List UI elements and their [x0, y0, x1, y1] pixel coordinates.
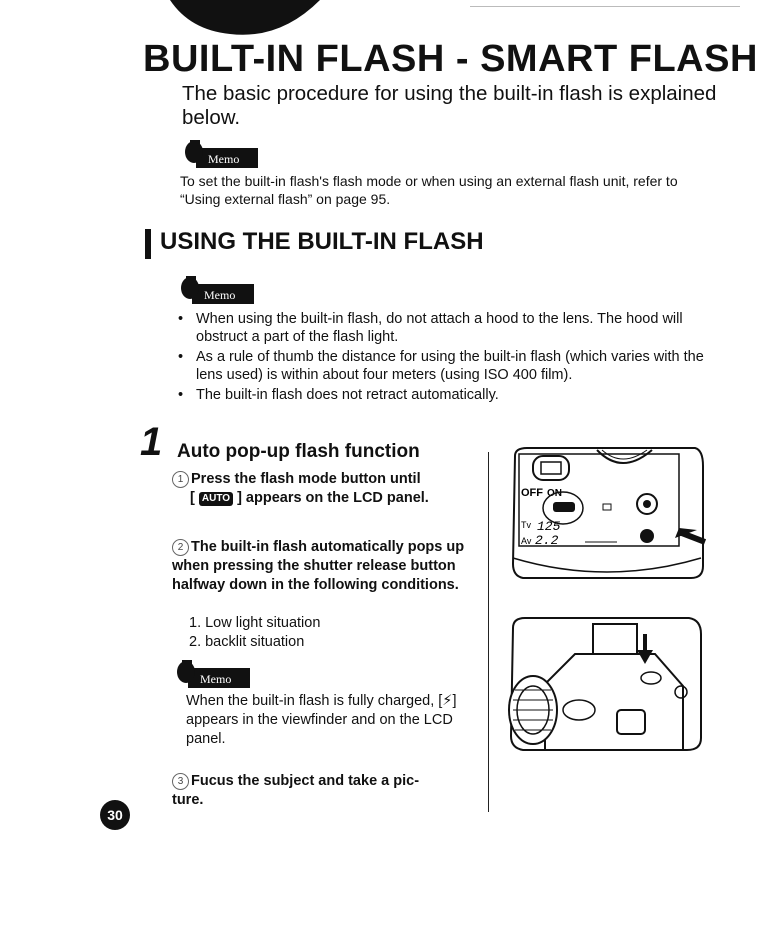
- camera-illustration: [505, 614, 705, 754]
- step-sub-2: [172, 538, 472, 595]
- top-rule: [470, 6, 740, 7]
- condition-list: [189, 614, 469, 652]
- memo-2-text: When the built-in flash is fully charged, [⚡] appears in the viewfinder and on the LCD panel.: [186, 693, 457, 747]
- bullet-item: • As a rule of thumb the distance for using the built-in flash (which varies with the lens used) is within about four meters (using ISO 400 film).: [176, 348, 706, 384]
- lcd-off-label: OFF: [521, 487, 543, 499]
- step-sub-1: [172, 470, 472, 508]
- sub-1-part1: Press the flash mode button until: [191, 471, 421, 487]
- sub-3-text: Fucus the subject and take a pic- ture.: [172, 773, 420, 808]
- section-bullets: [176, 310, 706, 406]
- page-title: BUILT-IN FLASH - SMART FLASH: [143, 38, 758, 80]
- bullet-item: • The built-in flash does not retract automatically.: [176, 386, 706, 404]
- section-bar: [145, 229, 151, 259]
- condition-item: 1. Low light situation: [189, 615, 321, 631]
- condition-item: 2. backlit situation: [189, 634, 305, 650]
- bullet-item: • When using the built-in flash, do not attach a hood to the lens. The hood will obstruct a part of the flash light.: [176, 310, 706, 346]
- lcd-tv-value: 125: [537, 519, 561, 534]
- step-title: Auto pop-up flash function: [177, 441, 420, 462]
- step-number: 1: [140, 420, 163, 464]
- top-decoration: [170, 0, 320, 36]
- bracket-open: [: [190, 490, 195, 506]
- lcd-tv-label: Tv: [521, 520, 531, 530]
- memo-icon: [182, 140, 258, 168]
- sub-2-text: The built-in flash automatically pops up when pressing the shutter release button halfway down in the following conditions.: [172, 539, 465, 593]
- lcd-av-value: 2.2: [535, 533, 559, 548]
- lcd-on-label: ON: [547, 488, 562, 499]
- memo-icon: [174, 660, 250, 688]
- memo-1-text: To set the built-in flash's flash mode or when using an external flash unit, refer to “Using external flash” on page 95.: [180, 173, 678, 207]
- lcd-av-label: Av: [521, 536, 532, 546]
- sub-1-part2: ] appears on the LCD panel.: [237, 490, 429, 506]
- memo-label: Memo: [200, 672, 232, 686]
- flash-auto-badge: AUTO: [199, 492, 233, 506]
- intro-text: The basic procedure for using the built-in flash is explained below.: [182, 82, 717, 129]
- circle-number: 3: [172, 773, 189, 790]
- circle-number: 2: [172, 539, 189, 556]
- memo-icon: [178, 276, 254, 304]
- lcd-panel-illustration: [507, 446, 707, 582]
- step-sub-3: [172, 772, 452, 810]
- memo-label: Memo: [204, 288, 236, 302]
- circle-number: 1: [172, 471, 189, 488]
- section-title: USING THE BUILT-IN FLASH: [160, 228, 484, 255]
- page-number-badge: 30: [100, 800, 130, 830]
- memo-label: Memo: [208, 152, 240, 166]
- column-divider: [488, 452, 489, 812]
